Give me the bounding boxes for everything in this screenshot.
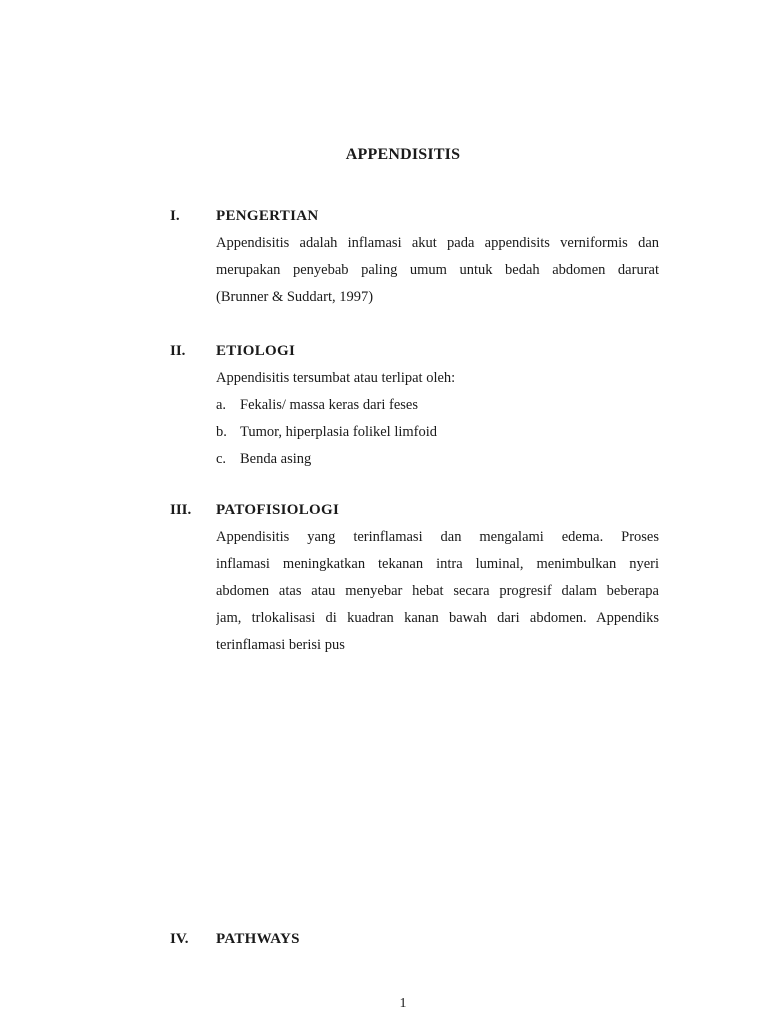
list-item <box>216 392 659 419</box>
paragraph-line: jam, trlokalisasi di kuadran kanan bawah dari abdomen. Appendiks <box>216 610 659 626</box>
list-item-text: Fekalis/ massa keras dari feses <box>240 397 418 413</box>
section-body <box>216 524 659 659</box>
paragraph-line: abdomen atas atau menyebar hebat secara progresif dalam beberapa <box>216 583 659 599</box>
section-heading: PENGERTIAN <box>216 208 319 224</box>
section-body <box>216 365 659 473</box>
section-body <box>216 230 659 311</box>
paragraph-line: Appendisitis yang terinflamasi dan mengalami edema. Proses <box>216 529 659 545</box>
section-number: II. <box>170 343 186 359</box>
list-marker: c. <box>216 451 227 467</box>
section-number: IV. <box>170 931 189 947</box>
paragraph-line: Appendisitis adalah inflamasi akut pada appendisits verniformis dan <box>216 235 659 251</box>
section-number: I. <box>170 208 180 224</box>
paragraph-line: Appendisitis tersumbat atau terlipat oleh: <box>216 370 456 386</box>
list-item <box>216 446 659 473</box>
list-item-text: Tumor, hiperplasia folikel limfoid <box>240 424 438 440</box>
section-heading: PATHWAYS <box>216 931 300 947</box>
section-heading: ETIOLOGI <box>216 343 296 359</box>
list-marker: a. <box>216 397 227 413</box>
paragraph-line: (Brunner & Suddart, 1997) <box>216 289 374 305</box>
list-item <box>216 419 659 446</box>
paragraph-line: inflamasi meningkatkan tekanan intra luminal, menimbulkan nyeri <box>216 556 659 572</box>
list-item-text: Benda asing <box>240 451 312 467</box>
page-title: APPENDISITIS <box>345 146 461 163</box>
page-number: 1 <box>399 996 407 1011</box>
list-marker: b. <box>216 424 227 440</box>
paragraph-line: terinflamasi berisi pus <box>216 637 345 653</box>
section-number: III. <box>170 502 192 518</box>
paragraph-line: merupakan penyebab paling umum untuk bedah abdomen darurat <box>216 262 659 278</box>
section-heading: PATOFISIOLOGI <box>216 502 340 518</box>
